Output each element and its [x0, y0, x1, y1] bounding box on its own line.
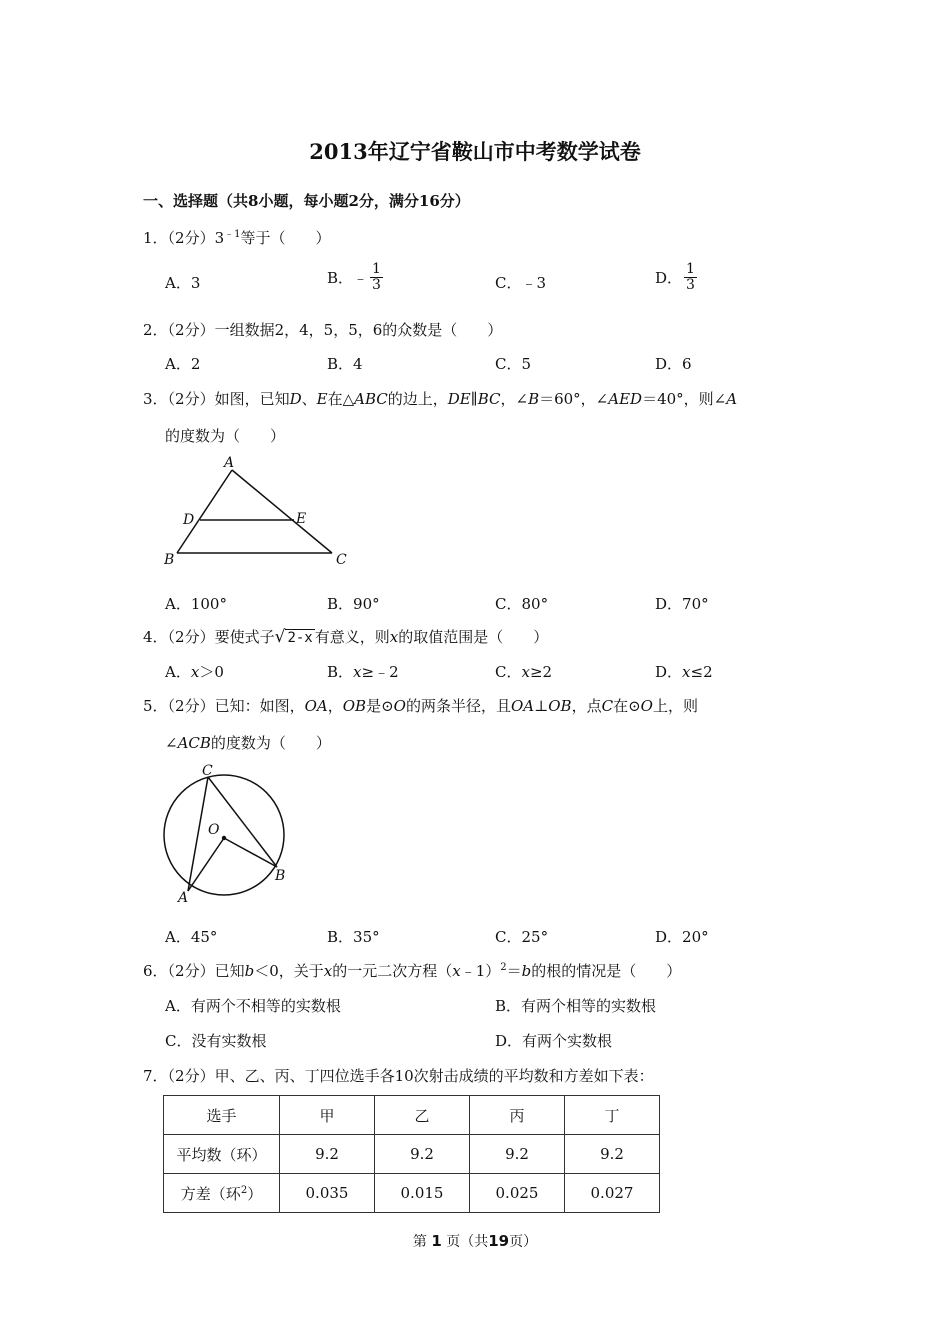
label-E: E: [296, 511, 307, 527]
label-A: A: [178, 890, 189, 905]
table-cell: 0.027: [565, 1174, 660, 1213]
q1-option-c[interactable]: C．﹣3: [495, 274, 547, 292]
question-7: 7．（2分）甲、乙、丙、丁四位选手各10次射击成绩的平均数和方差如下表：: [143, 1067, 654, 1085]
label-B: B: [164, 552, 175, 568]
label-O: O: [208, 822, 220, 838]
q5-option-b[interactable]: B．35°: [327, 928, 380, 946]
question-5-line2: ∠ACB的度数为（ ）: [165, 734, 331, 752]
label-C: C: [336, 552, 347, 568]
sqrt-expression: 2-x: [287, 630, 313, 646]
table-row: [164, 1135, 660, 1174]
q2-option-a[interactable]: A．2: [165, 355, 201, 373]
table-cell: 0.035: [280, 1174, 375, 1213]
question-5: 5．（2分）已知：如图，OA，OB是⊙O的两条半径，且OA⊥OB，点C在⊙O上，则: [143, 697, 698, 715]
question-3: 3．（2分）如图，已知D、E在△ABC的边上，DE∥BC，∠B＝60°，∠AED＝40°，则∠A: [143, 390, 738, 408]
question-3-line2: 的度数为（ ）: [165, 427, 286, 445]
q6-option-c[interactable]: C．没有实数根: [165, 1032, 267, 1050]
table-row: [164, 1096, 660, 1135]
q3-option-a[interactable]: A．100°: [165, 595, 227, 613]
section-heading: 一、选择题（共8小题，每小题2分，满分16分）: [143, 192, 470, 210]
q2-option-b[interactable]: B．4: [327, 355, 363, 373]
q4-option-a[interactable]: A．x＞0: [165, 663, 224, 681]
table-cell: 9.2: [565, 1135, 660, 1174]
table-cell: 方差（环$^2$）: [164, 1174, 280, 1213]
table-cell: 丁: [565, 1096, 660, 1135]
page-title: 2013年辽宁省鞍山市中考数学试卷: [309, 139, 641, 164]
q5-option-d[interactable]: D．20°: [655, 928, 709, 946]
q2-option-c[interactable]: C．5: [495, 355, 532, 373]
table-cell: 9.2: [470, 1135, 565, 1174]
table-cell: 乙: [375, 1096, 470, 1135]
question-4: 4．（2分）要使式子√ 2-x 有意义，则x的取值范围是（ ）: [143, 627, 549, 647]
q6-option-a[interactable]: A．有两个不相等的实数根: [165, 997, 341, 1015]
table-cell: 0.025: [470, 1174, 565, 1213]
q1-option-b[interactable]: B．﹣ $\frac{1}{3}$: [327, 261, 381, 293]
q3-option-d[interactable]: D．70°: [655, 595, 709, 613]
q1-option-d[interactable]: D． $\frac{1}{3}$: [655, 261, 695, 293]
q4-option-d[interactable]: D．x≤2: [655, 663, 713, 681]
q1-option-a[interactable]: A．3: [165, 274, 201, 292]
triangle-figure: [160, 450, 360, 575]
question-6: 6．（2分）已知b＜0，关于x的一元二次方程（x﹣1）$^2$＝b的根的情况是（ ）: [143, 962, 682, 980]
table-cell: 选手: [164, 1096, 280, 1135]
q4-option-b[interactable]: B．x≥﹣2: [327, 663, 399, 681]
q5-option-a[interactable]: A．45°: [165, 928, 218, 946]
label-C: C: [202, 763, 213, 779]
score-table: [163, 1095, 660, 1213]
q6-option-d[interactable]: D．有两个实数根: [495, 1032, 613, 1050]
question-2: 2．（2分）一组数据2，4，5，5，6的众数是（ ）: [143, 321, 503, 339]
table-cell: 0.015: [375, 1174, 470, 1213]
label-B: B: [275, 868, 286, 884]
table-row: [164, 1174, 660, 1213]
page-footer: 第 1 页（共19页）: [412, 1232, 538, 1250]
q6-option-b[interactable]: B．有两个相等的实数根: [495, 997, 657, 1015]
table-cell: 9.2: [280, 1135, 375, 1174]
question-1: 1．（2分）$3^{﹣1}$等于（ ）: [143, 229, 331, 247]
q5-option-c[interactable]: C．25°: [495, 928, 549, 946]
circle-figure: [158, 760, 298, 905]
table-cell: 甲: [280, 1096, 375, 1135]
label-D: D: [183, 512, 195, 528]
table-cell: 丙: [470, 1096, 565, 1135]
table-cell: 平均数（环）: [164, 1135, 280, 1174]
q4-option-c[interactable]: C．x≥2: [495, 663, 553, 681]
label-A: A: [224, 455, 235, 471]
q3-option-c[interactable]: C．80°: [495, 595, 549, 613]
q2-option-d[interactable]: D．6: [655, 355, 692, 373]
table-cell: 9.2: [375, 1135, 470, 1174]
q3-option-b[interactable]: B．90°: [327, 595, 380, 613]
